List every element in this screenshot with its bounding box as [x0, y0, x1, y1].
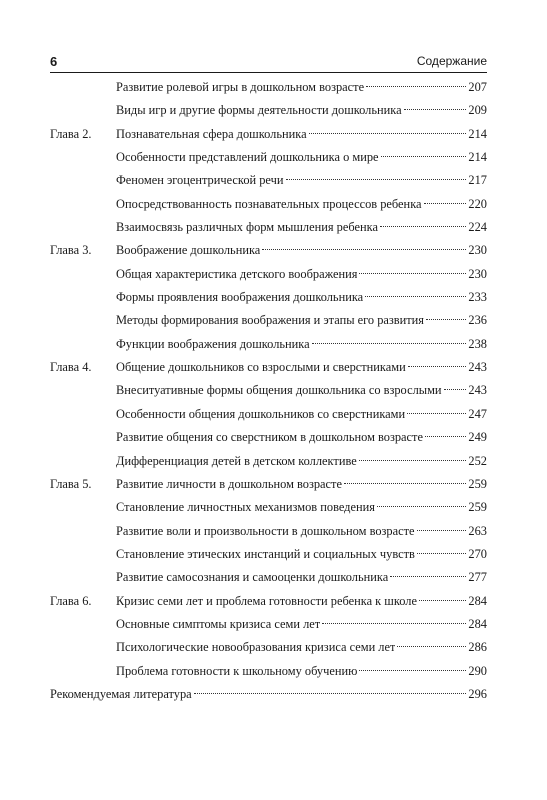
toc-entry — [50, 216, 487, 239]
toc-entry-line — [116, 99, 487, 122]
dot-leader — [424, 203, 467, 204]
toc-page-number: 277 — [468, 570, 487, 585]
toc-entry-line — [116, 403, 487, 426]
dot-leader — [408, 366, 467, 367]
dot-leader — [390, 576, 466, 577]
toc-page-number: 247 — [468, 406, 487, 421]
toc-entry — [50, 333, 487, 356]
toc-entry-line — [116, 450, 487, 473]
page-header — [50, 50, 487, 73]
toc-entry — [50, 403, 487, 426]
toc-page-number: 243 — [468, 360, 487, 375]
dot-leader — [286, 179, 467, 180]
toc-entry-title: Взаимосвязь различных форм мышления ребенка — [116, 220, 378, 235]
dot-leader — [344, 483, 466, 484]
toc-entry-title: Основные симптомы кризиса семи лет — [116, 616, 321, 631]
toc-entry — [50, 590, 487, 613]
toc-page-number: 252 — [468, 453, 487, 468]
dot-leader — [426, 319, 466, 320]
toc-page-number: 220 — [468, 196, 487, 211]
toc-page-number: 224 — [468, 220, 487, 235]
toc-page-number: 249 — [468, 430, 487, 445]
toc-entry-line — [116, 660, 487, 683]
toc-entry-title: Опосредствованность познавательных процессов ребенка — [116, 196, 422, 211]
toc-entry-line — [116, 146, 487, 169]
toc-page-number: 214 — [468, 150, 487, 165]
toc-entry — [50, 450, 487, 473]
toc-entry-title: Особенности общения дошкольников со сверстниками — [116, 406, 406, 421]
toc-entry — [50, 356, 487, 379]
dot-leader — [359, 460, 467, 461]
toc-page-number: 214 — [468, 126, 487, 141]
dot-leader — [377, 506, 466, 507]
toc-entry — [50, 263, 487, 286]
table-of-contents — [50, 76, 487, 706]
toc-chapter-label: Глава 3. — [50, 243, 92, 258]
dot-leader — [419, 600, 466, 601]
page-number: 6 — [50, 54, 58, 69]
dot-leader — [262, 249, 466, 250]
toc-entry — [50, 660, 487, 683]
toc-entry-line — [116, 239, 487, 262]
toc-entry-title: Развитие общения со сверстником в дошкольном возрасте — [116, 430, 423, 445]
toc-entry — [50, 543, 487, 566]
toc-entry-line — [116, 613, 487, 636]
toc-page-number: 290 — [468, 663, 487, 678]
toc-entry-title: Виды игр и другие формы деятельности дошкольника — [116, 103, 402, 118]
toc-entry-line — [116, 286, 487, 309]
toc-chapter-label: Глава 5. — [50, 476, 92, 491]
toc-entry — [50, 76, 487, 99]
toc-entry-title: Развитие ролевой игры в дошкольном возрасте — [116, 80, 365, 94]
toc-chapter-label: Глава 4. — [50, 360, 92, 375]
toc-entry-title: Развитие воли и произвольности в дошкольном возрасте — [116, 523, 415, 538]
toc-entry-line — [116, 123, 487, 146]
dot-leader — [359, 273, 466, 274]
toc-entry-title: Общая характеристика детского воображения — [116, 266, 358, 281]
toc-entry-title: Функции воображения дошкольника — [116, 336, 310, 351]
dot-leader — [365, 296, 466, 297]
toc-entry-line — [116, 473, 487, 496]
toc-entry — [50, 309, 487, 332]
toc-entry — [50, 146, 487, 169]
toc-entry — [50, 613, 487, 636]
toc-page-number: 236 — [468, 313, 487, 328]
dot-leader — [404, 109, 467, 110]
bibliography-title: Рекомендуемая литература — [50, 686, 192, 701]
toc-page-number: 263 — [468, 523, 487, 538]
toc-entry-line — [116, 543, 487, 566]
toc-entry-line — [116, 379, 487, 402]
toc-page-number: 230 — [468, 266, 487, 281]
running-title: Содержание — [416, 54, 487, 68]
toc-page-number: 238 — [468, 336, 487, 351]
dot-leader — [417, 530, 467, 531]
toc-entry-line — [116, 590, 487, 613]
toc-entry-title: Общение дошкольников со взрослыми и сверстниками — [116, 360, 406, 375]
toc-entry-line — [50, 683, 487, 706]
dot-leader — [366, 86, 466, 87]
toc-page-number: 259 — [468, 500, 487, 515]
toc-entry — [50, 566, 487, 589]
dot-leader — [425, 436, 466, 437]
toc-entry-line — [116, 263, 487, 286]
toc-page-number: 284 — [468, 616, 487, 631]
toc-entry — [50, 520, 487, 543]
toc-entry-line — [116, 566, 487, 589]
dot-leader — [359, 670, 466, 671]
toc-entry-title: Развитие личности в дошкольном возрасте — [116, 476, 342, 491]
toc-page-number: 284 — [468, 593, 487, 608]
toc-entry-line — [116, 333, 487, 356]
toc-entry-bibliography — [50, 683, 487, 706]
toc-entry-line — [116, 216, 487, 239]
toc-entry-title: Формы проявления воображения дошкольника — [116, 290, 364, 305]
toc-entry-line — [116, 496, 487, 519]
toc-entry-title: Феномен эгоцентрической речи — [116, 173, 284, 188]
toc-page-number: 209 — [468, 103, 487, 118]
bibliography-page-number: 296 — [468, 686, 487, 701]
toc-entry — [50, 636, 487, 659]
toc-entry-title: Воображение дошкольника — [116, 243, 261, 258]
toc-entry-title: Методы формирования воображения и этапы его развития — [116, 313, 425, 328]
toc-page-number: 217 — [468, 173, 487, 188]
toc-entry-title: Становление личностных механизмов поведения — [116, 500, 375, 515]
toc-entry — [50, 379, 487, 402]
toc-entry-line — [116, 169, 487, 192]
toc-entry — [50, 123, 487, 146]
dot-leader — [312, 343, 467, 344]
toc-entry-line — [116, 193, 487, 216]
toc-entry-title: Дифференциация детей в детском коллективе — [116, 453, 357, 468]
dot-leader — [194, 693, 467, 694]
dot-leader — [417, 553, 467, 554]
toc-entry — [50, 496, 487, 519]
dot-leader — [381, 156, 467, 157]
toc-page-number: 230 — [468, 243, 487, 258]
toc-entry-title: Особенности представлений дошкольника о мире — [116, 150, 379, 165]
toc-page-number: 243 — [468, 383, 487, 398]
toc-page-number: 270 — [468, 546, 487, 561]
toc-entry-title: Проблема готовности к школьному обучению — [116, 663, 358, 678]
toc-entry-line — [116, 309, 487, 332]
toc-entry-title: Становление этических инстанций и социальных чувств — [116, 546, 415, 561]
dot-leader — [309, 133, 467, 134]
toc-entry-line — [116, 520, 487, 543]
dot-leader — [444, 389, 467, 390]
dot-leader — [407, 413, 466, 414]
toc-page-number: 259 — [468, 476, 487, 491]
toc-entry — [50, 239, 487, 262]
toc-page-number: 233 — [468, 290, 487, 305]
toc-entry-line — [116, 76, 487, 99]
toc-chapter-label: Глава 6. — [50, 593, 92, 608]
toc-entry-title: Развитие самосознания и самооценки дошкольника — [116, 570, 389, 585]
toc-entry-line — [116, 636, 487, 659]
dot-leader — [322, 623, 466, 624]
toc-entry — [50, 193, 487, 216]
toc-entry — [50, 169, 487, 192]
toc-page-number: 286 — [468, 640, 487, 655]
toc-entry-title: Кризис семи лет и проблема готовности ребенка к школе — [116, 593, 417, 608]
toc-entry-line — [116, 426, 487, 449]
toc-page-number: 207 — [468, 80, 487, 94]
toc-entry — [50, 473, 487, 496]
toc-entry — [50, 286, 487, 309]
toc-entry-line — [116, 356, 487, 379]
toc-chapter-label: Глава 2. — [50, 126, 92, 141]
dot-leader — [380, 226, 466, 227]
toc-entry-title: Внеситуативные формы общения дошкольника со взрослыми — [116, 383, 442, 398]
toc-entry — [50, 426, 487, 449]
dot-leader — [397, 646, 466, 647]
toc-entry-title: Познавательная сфера дошкольника — [116, 126, 307, 141]
toc-entry-title: Психологические новообразования кризиса семи лет — [116, 640, 396, 655]
toc-entry — [50, 99, 487, 122]
